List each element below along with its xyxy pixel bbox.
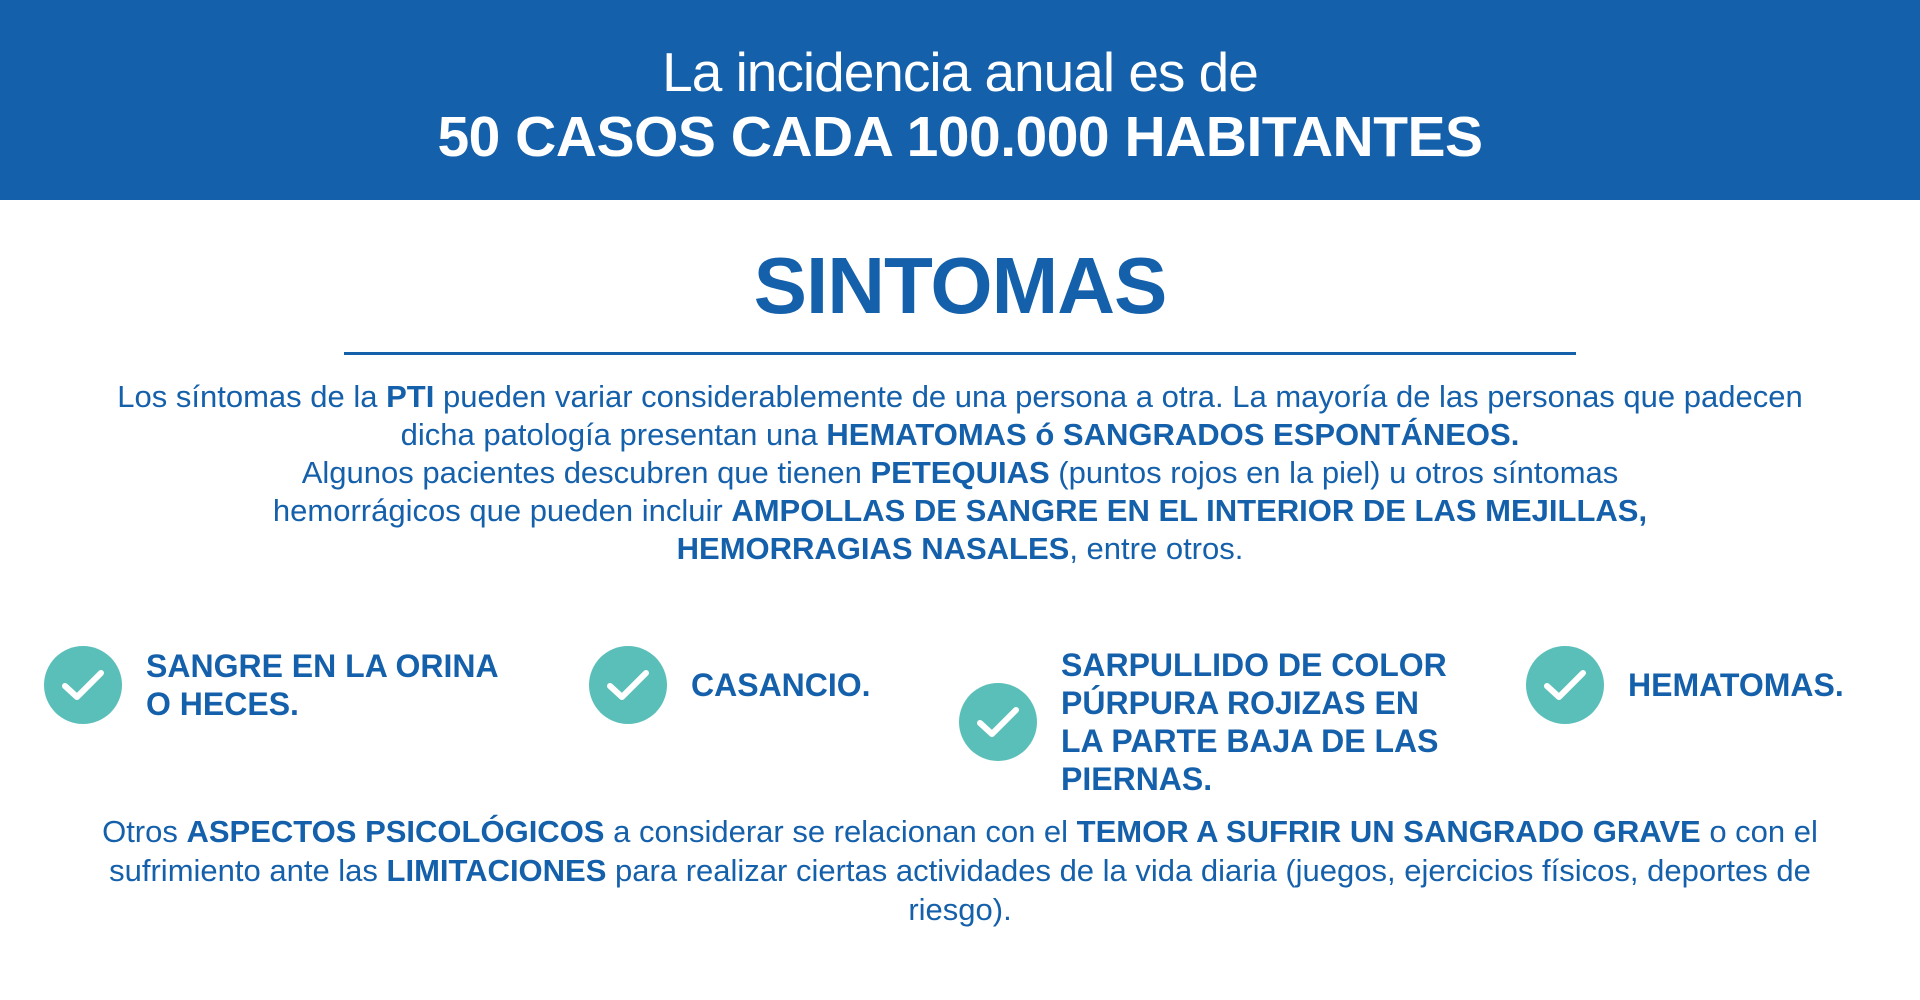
check-icon xyxy=(1526,646,1604,724)
section-title: SINTOMAS xyxy=(753,241,1167,330)
intro-highlight: PETEQUIAS xyxy=(870,455,1050,490)
footer-text: o con el sufrimiento ante las xyxy=(109,814,1818,888)
symptom-label: SARPULLIDO DE COLOR PÚRPURA ROJIZAS EN LA PARTE BAJA DE LAS PIERNAS. xyxy=(1061,647,1447,797)
intro-text: Los síntomas de la xyxy=(117,379,387,414)
intro-text: (puntos rojos en la piel) u otros síntomas hemorrágicos xyxy=(272,455,1619,528)
incidence-banner xyxy=(0,0,1920,200)
footer-highlight: TEMOR A SUFRIR UN SANGRADO GRAVE xyxy=(1076,814,1701,849)
intro-paragraph xyxy=(80,378,1840,568)
check-icon xyxy=(589,646,667,724)
footer-highlight: ASPECTOS PSICOLÓGICOS xyxy=(186,814,605,849)
banner-headline: 50 CASOS CADA 100.000 HABITANTES xyxy=(437,105,1483,169)
intro-text: pueden variar considerablemente de una persona a otra. La mayoría de las personas que padecen dicha patología presentan una xyxy=(400,379,1803,452)
title-divider xyxy=(344,352,1576,355)
symptom-label: CASANCIO. xyxy=(691,667,871,703)
intro-highlight: PTI xyxy=(386,379,435,414)
intro-highlight: HEMATOMAS ó SANGRADOS ESPONTÁNEOS. xyxy=(826,417,1520,452)
symptom-item xyxy=(959,646,1461,798)
footer-highlight: LIMITACIONES xyxy=(386,853,607,888)
footer-paragraph xyxy=(80,812,1840,929)
intro-highlight: AMPOLLAS DE SANGRE EN EL INTERIOR DE LAS MEJILLAS, HEMORRAGIAS NASALES xyxy=(676,493,1648,566)
footer-text: para realizar ciertas actividades de la vida diaria (juegos, ejercicios físicos, deportes de riesgo). xyxy=(606,853,1811,927)
symptom-item xyxy=(589,646,931,724)
footer-text: a considerar se relacionan con el xyxy=(604,814,1077,849)
intro-paragraph-2 xyxy=(80,454,1840,568)
symptom-item xyxy=(1526,646,1888,724)
footer-text: Otros xyxy=(102,814,187,849)
symptom-label: HEMATOMAS. xyxy=(1628,667,1844,703)
check-icon xyxy=(44,646,122,724)
intro-text: , entre otros. xyxy=(1069,531,1244,566)
check-icon xyxy=(959,683,1037,761)
intro-paragraph-1 xyxy=(80,378,1840,454)
symptom-item xyxy=(44,646,526,724)
symptom-label: SANGRE EN LA ORINA O HECES. xyxy=(146,648,498,722)
intro-text: que pueden incluir xyxy=(469,493,732,528)
banner-subtitle: La incidencia anual es de xyxy=(662,41,1258,103)
intro-text: Algunos pacientes descubren que tienen xyxy=(301,455,871,490)
